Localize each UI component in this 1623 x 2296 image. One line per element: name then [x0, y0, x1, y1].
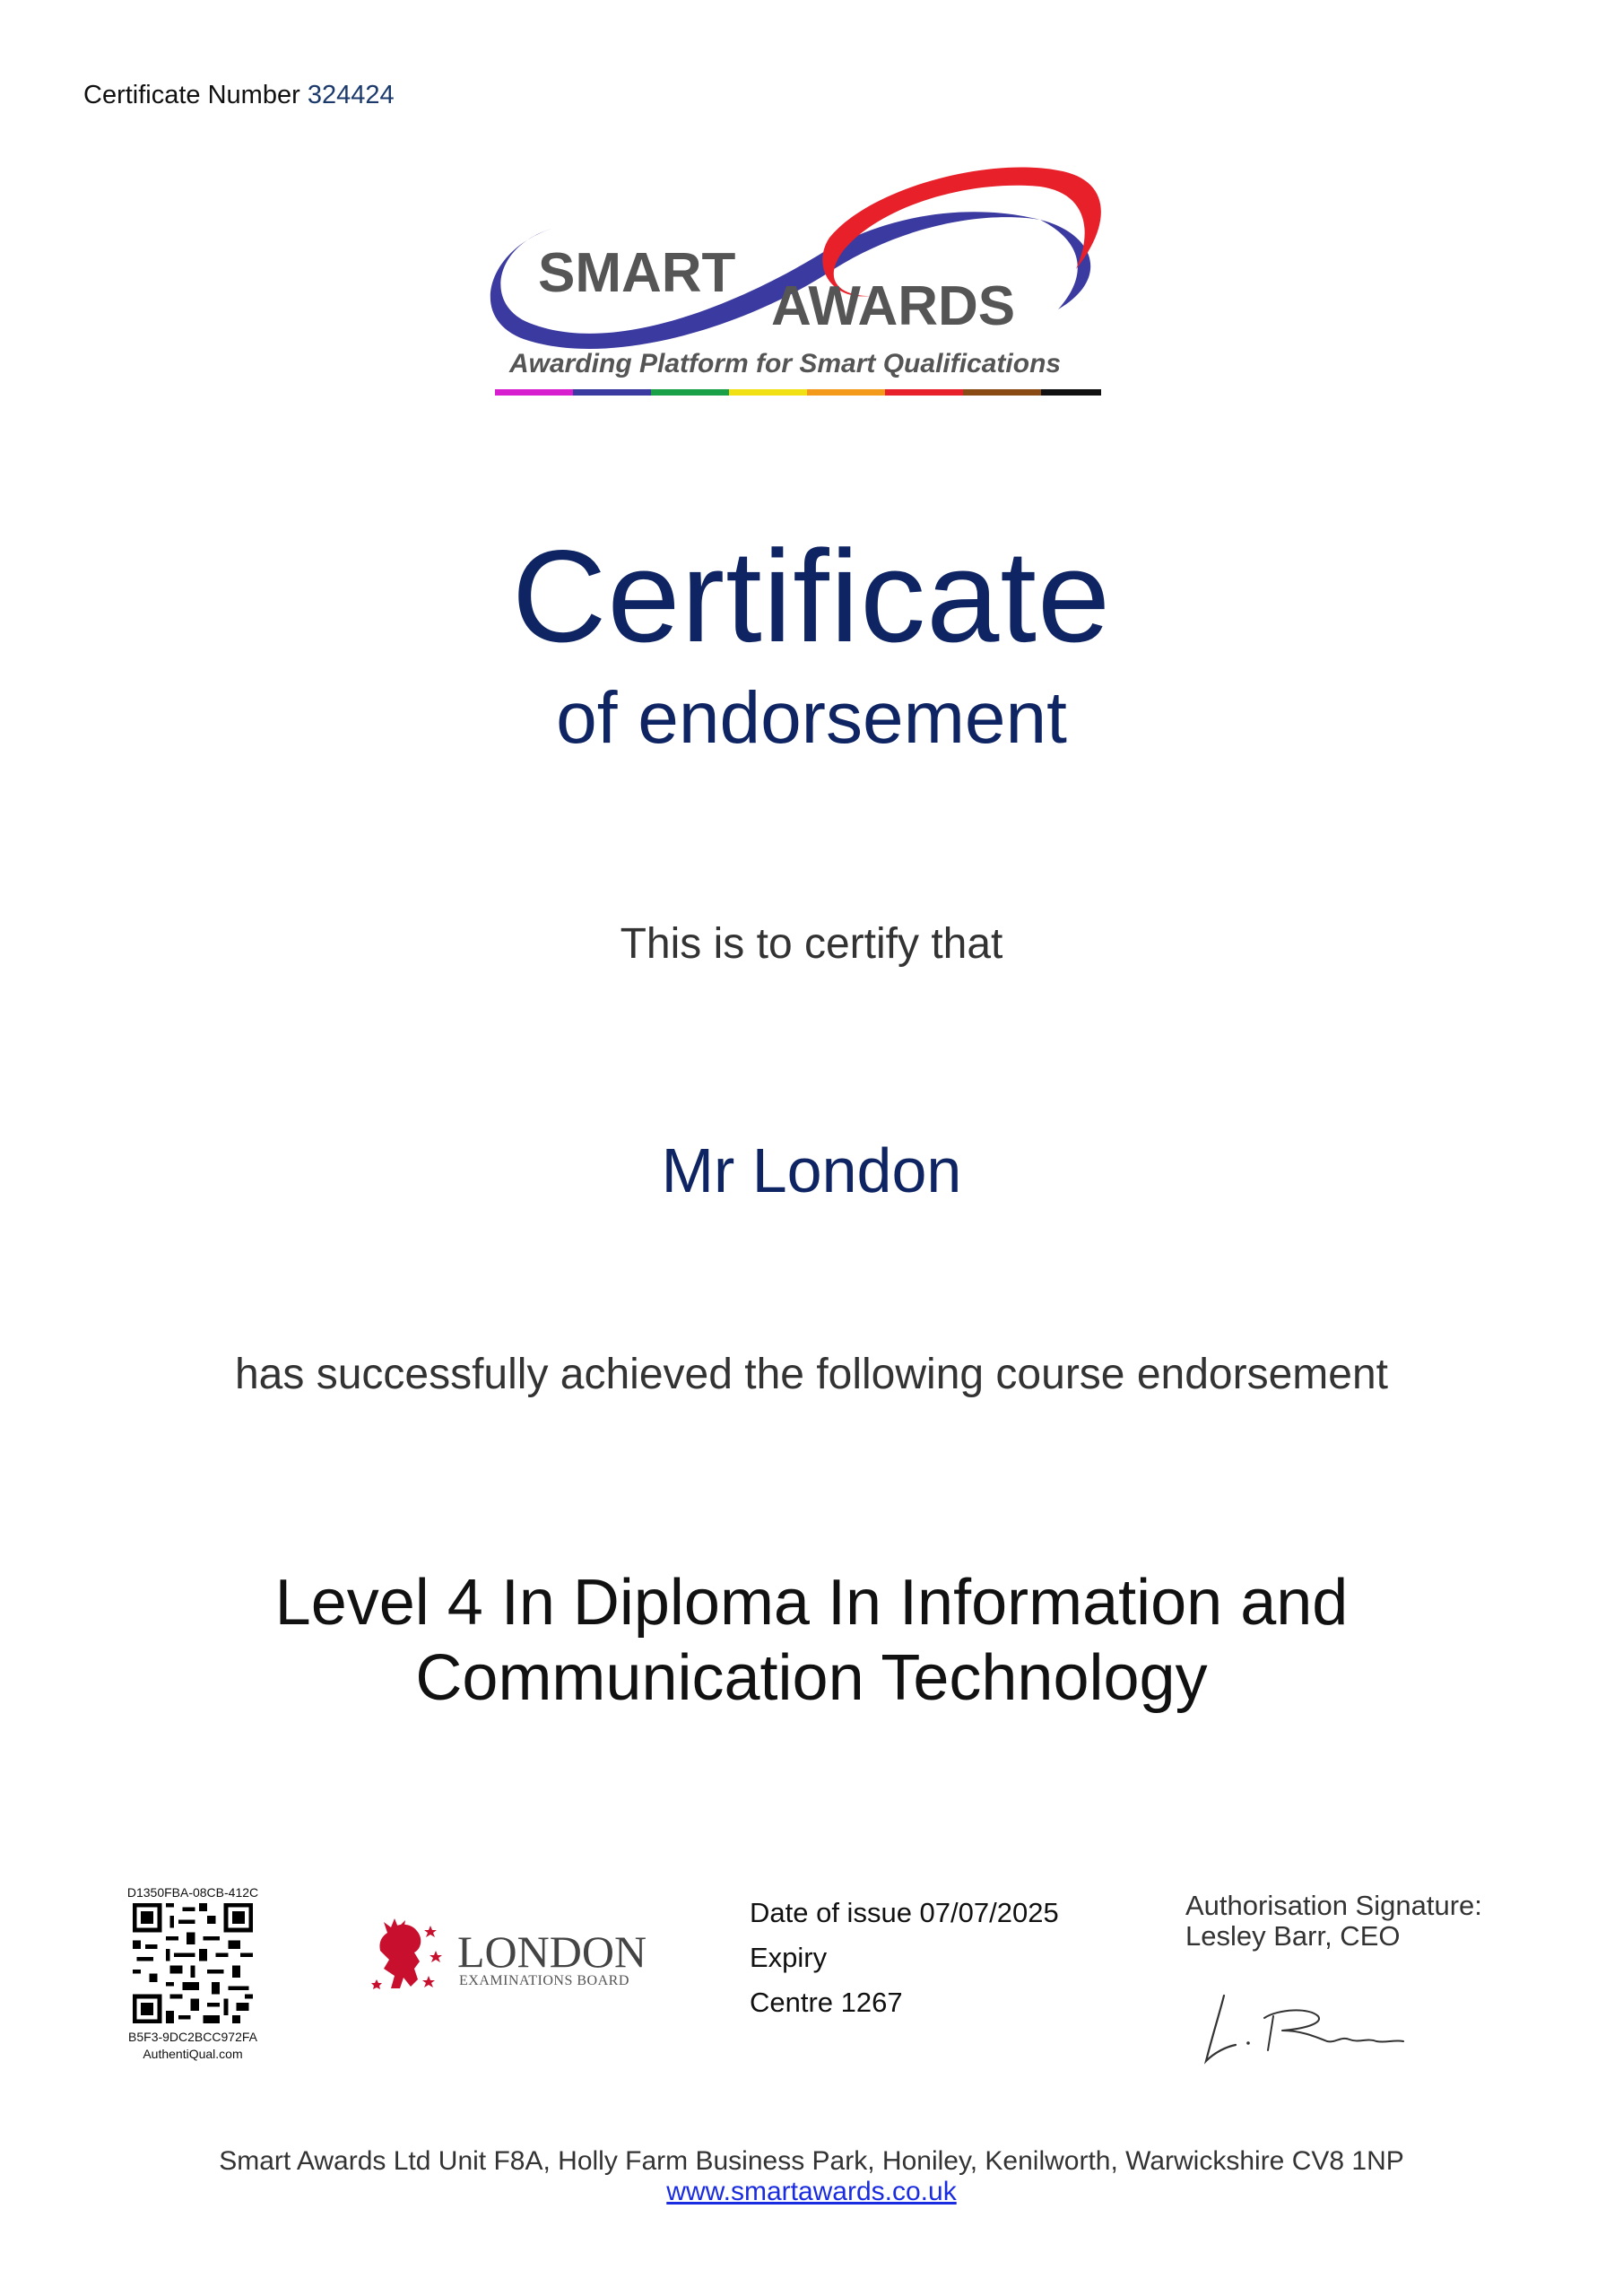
qr-code-top-text: D1350FBA-08CB-412C: [126, 1885, 259, 1900]
lion-crest-icon: [371, 1918, 442, 1989]
centre: Centre 1267: [750, 1987, 903, 2018]
course-title-line-1: Level 4 In Diploma In Information and: [274, 1567, 1349, 1639]
certify-text: This is to certify that: [620, 920, 1003, 968]
footer-address: Smart Awards Ltd Unit F8A, Holly Farm Business Park, Honiley, Kenilworth, Warwickshire CV8 1NP: [219, 2146, 1404, 2176]
website-link[interactable]: www.smartawards.co.uk: [666, 2177, 957, 2206]
certificate-title: Certificate: [511, 523, 1112, 669]
logo-word-smart: SMART: [538, 242, 736, 304]
logo-color-stripe: [495, 389, 1101, 396]
footer: [0, 2146, 1623, 2207]
recipient-name: Mr London: [661, 1135, 962, 1205]
london-logo-name: LONDON: [457, 1926, 647, 1977]
smart-awards-logo: [484, 152, 1112, 404]
course-title: [0, 1565, 1623, 1716]
certificate-details: [750, 1891, 1059, 2025]
course-title-line-2: Communication Technology: [415, 1642, 1208, 1714]
handwritten-signature: [1193, 1973, 1408, 2072]
expiry: Expiry: [750, 1942, 828, 1973]
logo-tagline: Awarding Platform for Smart Qualifications: [509, 349, 1062, 378]
london-logo-subname: EXAMINATIONS BOARD: [459, 1973, 629, 1988]
certificate-number-label: Certificate Number: [83, 81, 300, 109]
signatory-name: Lesley Barr, CEO: [1185, 1920, 1401, 1952]
certificate-number-value: 324424: [307, 81, 395, 109]
logo-word-awards: AWARDS: [771, 275, 1016, 337]
signature-block: [1185, 1891, 1482, 1952]
date-of-issue: Date of issue 07/07/2025: [750, 1897, 1059, 1928]
signature-label: Authorisation Signature:: [1185, 1890, 1482, 1921]
london-examinations-board-logo: [368, 1906, 673, 2005]
achieved-text: has successfully achieved the following course endorsement: [234, 1351, 1389, 1398]
certificate-number: [83, 81, 395, 110]
certificate-subtitle: of endorsement: [556, 677, 1067, 759]
qr-code-site: AuthentiQual.com: [143, 2047, 243, 2061]
qr-code-bottom-text: [103, 2029, 282, 2063]
qr-code-icon: [133, 1903, 253, 2023]
qr-code-bottom-id: B5F3-9DC2BCC972FA: [128, 2030, 257, 2044]
